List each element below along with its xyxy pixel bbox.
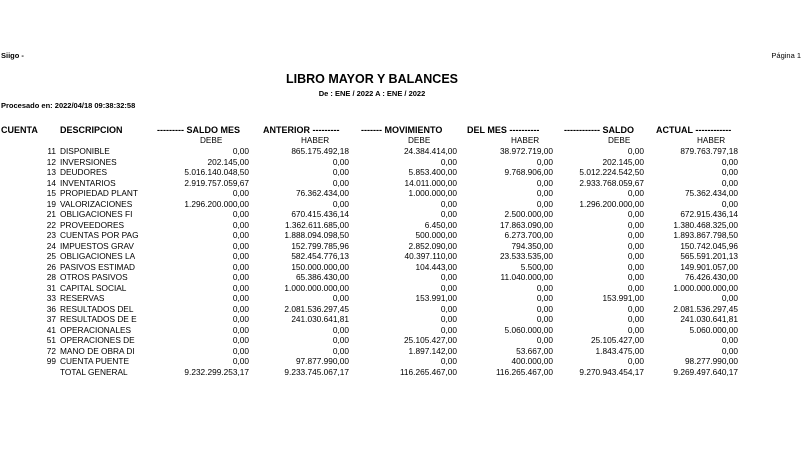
account-description: PROVEEDORES <box>60 219 125 230</box>
cell-mov-haber: 38.972.719,00 <box>499 146 553 156</box>
cell-ant-debe: 0,00 <box>232 345 249 356</box>
total-cell-mov-haber: 116.265.467,00 <box>495 366 553 377</box>
cell-act-debe: 0,00 <box>627 240 644 251</box>
cell-act-haber: 0,00 <box>721 198 738 209</box>
cell-ant-haber: 76.362.434,00 <box>295 188 349 198</box>
cell-mov-haber: 0,00 <box>536 177 553 188</box>
account-description: RESERVAS <box>60 293 105 303</box>
account-code: 51 <box>46 335 56 345</box>
account-code: 31 <box>46 282 56 293</box>
cell-mov-haber: 23.533.535,00 <box>499 251 553 261</box>
cell-ant-debe: 0,00 <box>232 251 249 261</box>
cell-ant-haber: 0,00 <box>332 335 349 345</box>
cell-act-debe: 0,00 <box>627 272 644 282</box>
account-code: 33 <box>46 293 56 303</box>
cell-act-haber: 0,00 <box>721 335 738 345</box>
cell-mov-debe: 0,00 <box>440 303 457 314</box>
table-row <box>0 157 804 168</box>
cell-mov-haber: 9.768.906,00 <box>504 167 553 177</box>
col-ant-debe: DEBE <box>200 136 223 145</box>
cell-ant-haber: 0,00 <box>332 177 349 188</box>
cell-act-haber: 1.380.468.325,00 <box>673 219 738 230</box>
cell-mov-haber: 0,00 <box>536 198 553 209</box>
table-row <box>0 220 804 231</box>
cell-mov-debe: 2.852.090,00 <box>408 240 457 251</box>
cell-act-haber: 0,00 <box>721 293 738 303</box>
col-saldo-mes: --------- SALDO MES <box>157 125 240 135</box>
cell-act-debe: 0,00 <box>627 209 644 219</box>
total-label: TOTAL GENERAL <box>60 366 128 377</box>
cell-act-debe: 153.991,00 <box>602 293 644 303</box>
account-code: 24 <box>46 240 56 251</box>
account-code: 22 <box>46 219 56 230</box>
cell-mov-haber: 794.350,00 <box>511 240 553 251</box>
cell-mov-debe: 0,00 <box>440 156 457 167</box>
cell-ant-debe: 0,00 <box>232 219 249 230</box>
cell-ant-debe: 0,00 <box>232 146 249 156</box>
table-row <box>0 209 804 220</box>
cell-mov-haber: 0,00 <box>536 314 553 324</box>
table-row <box>0 167 804 178</box>
total-row <box>0 367 804 378</box>
cell-ant-debe: 0,00 <box>232 293 249 303</box>
table-row <box>0 241 804 252</box>
account-code: 11 <box>47 146 56 156</box>
cell-act-debe: 0,00 <box>627 261 644 272</box>
cell-ant-haber: 2.081.536.297,45 <box>284 303 349 314</box>
total-cell-act-haber: 9.269.497.640,17 <box>673 366 738 377</box>
account-description: OPERACIONALES <box>60 324 132 335</box>
cell-mov-debe: 0,00 <box>440 282 457 293</box>
cell-ant-debe: 0,00 <box>232 314 249 324</box>
account-description: OTROS PASIVOS <box>60 272 128 282</box>
cell-mov-debe: 104.443,00 <box>415 261 457 272</box>
col-act-debe: DEBE <box>608 136 631 145</box>
account-code: 37 <box>46 314 56 324</box>
cell-mov-debe: 14.011.000,00 <box>404 177 457 188</box>
account-description: PROPIEDAD PLANT <box>60 188 138 198</box>
cell-ant-haber: 97.877.990,00 <box>295 356 349 366</box>
account-description: DISPONIBLE <box>60 146 110 156</box>
cell-ant-debe: 0,00 <box>232 324 249 335</box>
account-code: 19 <box>46 198 56 209</box>
cell-act-haber: 98.277.990,00 <box>684 356 738 366</box>
cell-ant-haber: 0,00 <box>332 293 349 303</box>
cell-act-haber: 0,00 <box>721 167 738 177</box>
cell-act-debe: 1.296.200.000,00 <box>579 198 644 209</box>
cell-ant-debe: 0,00 <box>232 209 249 219</box>
account-description: DEUDORES <box>60 167 108 177</box>
cell-act-debe: 0,00 <box>627 314 644 324</box>
total-cell-ant-debe: 9.232.299.253,17 <box>184 366 249 377</box>
cell-mov-debe: 40.397.110,00 <box>404 251 457 261</box>
cell-mov-haber: 17.863.090,00 <box>499 219 553 230</box>
cell-act-debe: 5.012.224.542,50 <box>579 167 644 177</box>
cell-act-haber: 565.591.201,13 <box>680 251 738 261</box>
col-mov-haber: HABER <box>511 136 540 145</box>
cell-ant-haber: 0,00 <box>332 198 349 209</box>
cell-mov-haber: 5.500,00 <box>520 261 553 272</box>
cell-ant-debe: 0,00 <box>232 303 249 314</box>
table-row <box>0 346 804 357</box>
total-cell-ant-haber: 9.233.745.067,17 <box>284 366 349 377</box>
cell-ant-debe: 202.145,00 <box>207 156 249 167</box>
account-code: 23 <box>46 230 56 240</box>
col-actual: ACTUAL ------------ <box>656 125 732 135</box>
cell-ant-debe: 0,00 <box>232 188 249 198</box>
cell-ant-haber: 150.000.000,00 <box>291 261 349 272</box>
cell-act-haber: 879.763.797,18 <box>680 146 738 156</box>
cell-act-debe: 0,00 <box>627 219 644 230</box>
account-code: 12 <box>46 156 56 167</box>
cell-act-haber: 5.060.000,00 <box>689 324 738 335</box>
col-descripcion: DESCRIPCION <box>60 125 123 135</box>
cell-act-haber: 1.000.000.000,00 <box>673 282 738 293</box>
cell-ant-debe: 1.296.200.000,00 <box>184 198 249 209</box>
table-row <box>0 335 804 346</box>
account-description: RESULTADOS DE E <box>60 314 137 324</box>
cell-ant-debe: 0,00 <box>232 335 249 345</box>
account-description: OPERACIONES DE <box>60 335 135 345</box>
cell-mov-haber: 0,00 <box>536 303 553 314</box>
page-number: Página 1 <box>771 51 801 60</box>
cell-ant-haber: 865.175.492,18 <box>291 146 349 156</box>
table-row <box>0 199 804 210</box>
table-row <box>0 325 804 336</box>
cell-ant-haber: 1.888.094.098,50 <box>284 230 349 240</box>
cell-mov-debe: 1.897.142,00 <box>408 345 457 356</box>
account-description: VALORIZACIONES <box>60 198 133 209</box>
account-code: 13 <box>46 167 56 177</box>
report-period: De : ENE / 2022 A : ENE / 2022 <box>318 89 426 98</box>
cell-mov-haber: 0,00 <box>536 156 553 167</box>
table-row <box>0 262 804 273</box>
cell-mov-debe: 0,00 <box>440 324 457 335</box>
cell-ant-debe: 0,00 <box>232 356 249 366</box>
table-row <box>0 283 804 294</box>
cell-ant-debe: 5.016.140.048,50 <box>184 167 249 177</box>
cell-mov-haber: 400.000,00 <box>511 356 553 366</box>
cell-mov-haber: 11.040.000,00 <box>500 272 553 282</box>
col-del-mes: DEL MES ---------- <box>467 125 540 135</box>
cell-act-haber: 76.426.430,00 <box>684 272 738 282</box>
cell-mov-debe: 6.450,00 <box>424 219 457 230</box>
account-description: IMPUESTOS GRAV <box>60 240 134 251</box>
cell-mov-haber: 6.273.700,00 <box>504 230 553 240</box>
account-code: 26 <box>46 261 56 272</box>
account-code: 99 <box>46 356 56 366</box>
cell-mov-debe: 0,00 <box>440 272 457 282</box>
cell-mov-debe: 0,00 <box>440 209 457 219</box>
total-cell-act-debe: 9.270.943.454,17 <box>579 366 644 377</box>
col-ant-haber: HABER <box>301 136 330 145</box>
account-code: 25 <box>46 251 56 261</box>
cell-mov-debe: 500.000,00 <box>415 230 457 240</box>
table-row <box>0 304 804 315</box>
cell-mov-debe: 24.384.414,00 <box>403 146 457 156</box>
cell-ant-haber: 241.030.641,81 <box>291 314 349 324</box>
cell-act-haber: 0,00 <box>721 345 738 356</box>
cell-act-debe: 2.933.768.059,67 <box>579 177 644 188</box>
cell-ant-debe: 0,00 <box>232 261 249 272</box>
cell-ant-haber: 1.000.000.000,00 <box>284 282 349 293</box>
cell-ant-haber: 0,00 <box>332 167 349 177</box>
cell-mov-debe: 0,00 <box>440 356 457 366</box>
cell-mov-haber: 0,00 <box>536 293 553 303</box>
account-description: MANO DE OBRA DI <box>60 345 135 356</box>
cell-act-debe: 0,00 <box>627 230 644 240</box>
cell-ant-debe: 0,00 <box>232 230 249 240</box>
account-description: INVERSIONES <box>60 156 117 167</box>
cell-ant-haber: 65.386.430,00 <box>295 272 349 282</box>
col-act-haber: HABER <box>697 136 726 145</box>
cell-act-debe: 1.843.475,00 <box>595 345 644 356</box>
col-anterior: ANTERIOR --------- <box>263 125 340 135</box>
cell-act-debe: 25.105.427,00 <box>590 335 644 345</box>
account-description: OBLIGACIONES LA <box>60 251 136 261</box>
cell-act-debe: 0,00 <box>627 188 644 198</box>
processed-timestamp: Procesado en: 2022/04/18 09:38:32:58 <box>1 101 136 110</box>
cell-mov-haber: 5.060.000,00 <box>504 324 553 335</box>
company-name: Siigo - <box>1 51 24 60</box>
cell-act-haber: 150.742.045,96 <box>680 240 738 251</box>
cell-mov-debe: 153.991,00 <box>415 293 457 303</box>
cell-ant-debe: 0,00 <box>232 240 249 251</box>
account-description: CAPITAL SOCIAL <box>60 282 127 293</box>
cell-ant-haber: 0,00 <box>332 156 349 167</box>
cell-ant-debe: 2.919.757.059,67 <box>184 177 249 188</box>
cell-mov-debe: 5.853.400,00 <box>408 167 457 177</box>
table-row <box>0 251 804 262</box>
cell-mov-debe: 25.105.427,00 <box>403 335 457 345</box>
cell-ant-debe: 0,00 <box>232 282 249 293</box>
cell-act-haber: 0,00 <box>721 156 738 167</box>
cell-act-debe: 0,00 <box>627 251 644 261</box>
account-code: 14 <box>46 177 56 188</box>
account-code: 15 <box>46 188 56 198</box>
table-row <box>0 314 804 325</box>
col-movimiento: ------- MOVIMIENTO <box>361 125 443 135</box>
cell-mov-haber: 53.667,00 <box>516 345 553 356</box>
col-cuenta: CUENTA <box>1 125 38 135</box>
report-title: LIBRO MAYOR Y BALANCES <box>285 72 458 86</box>
account-description: PASIVOS ESTIMAD <box>60 261 135 272</box>
account-description: CUENTA PUENTE <box>60 356 129 366</box>
cell-act-haber: 1.893.867.798,50 <box>673 230 738 240</box>
cell-mov-haber: 0,00 <box>536 335 553 345</box>
cell-act-haber: 2.081.536.297,45 <box>673 303 738 314</box>
cell-act-debe: 0,00 <box>627 146 644 156</box>
cell-ant-haber: 1.362.611.685,00 <box>285 219 349 230</box>
cell-ant-debe: 0,00 <box>232 272 249 282</box>
cell-mov-debe: 1.000.000,00 <box>408 188 457 198</box>
cell-act-debe: 0,00 <box>627 356 644 366</box>
table-row <box>0 272 804 283</box>
cell-act-haber: 75.362.434,00 <box>684 188 738 198</box>
col-saldo: ------------ SALDO <box>564 125 634 135</box>
cell-act-debe: 0,00 <box>627 303 644 314</box>
col-mov-debe: DEBE <box>408 136 431 145</box>
cell-act-debe: 202.145,00 <box>602 156 644 167</box>
cell-mov-haber: 0,00 <box>536 188 553 198</box>
cell-act-debe: 0,00 <box>627 282 644 293</box>
cell-act-haber: 241.030.641,81 <box>680 314 738 324</box>
table-row <box>0 293 804 304</box>
account-code: 36 <box>46 303 56 314</box>
cell-act-haber: 149.901.057,00 <box>680 261 738 272</box>
cell-ant-haber: 582.454.776,13 <box>291 251 349 261</box>
cell-mov-debe: 0,00 <box>440 314 457 324</box>
cell-mov-haber: 2.500.000,00 <box>504 209 553 219</box>
account-description: RESULTADOS DEL <box>60 303 134 314</box>
table-row <box>0 146 804 157</box>
cell-mov-haber: 0,00 <box>536 282 553 293</box>
table-row <box>0 230 804 241</box>
cell-ant-haber: 0,00 <box>332 345 349 356</box>
cell-act-debe: 0,00 <box>627 324 644 335</box>
table-row <box>0 178 804 189</box>
cell-ant-haber: 670.415.436,14 <box>291 209 349 219</box>
cell-act-haber: 672.915.436,14 <box>680 209 738 219</box>
account-description: CUENTAS POR PAG <box>60 230 139 240</box>
account-description: INVENTARIOS <box>60 177 116 188</box>
cell-act-haber: 0,00 <box>721 177 738 188</box>
cell-mov-debe: 0,00 <box>440 198 457 209</box>
account-description: OBLIGACIONES FI <box>60 209 133 219</box>
account-code: 28 <box>46 272 56 282</box>
account-code: 21 <box>46 209 56 219</box>
table-row <box>0 188 804 199</box>
total-cell-mov-debe: 116.265.467,00 <box>399 366 457 377</box>
account-code: 72 <box>46 345 56 356</box>
table-row <box>0 356 804 367</box>
cell-ant-haber: 152.799.785,96 <box>291 240 349 251</box>
account-code: 41 <box>46 324 56 335</box>
cell-ant-haber: 0,00 <box>332 324 349 335</box>
